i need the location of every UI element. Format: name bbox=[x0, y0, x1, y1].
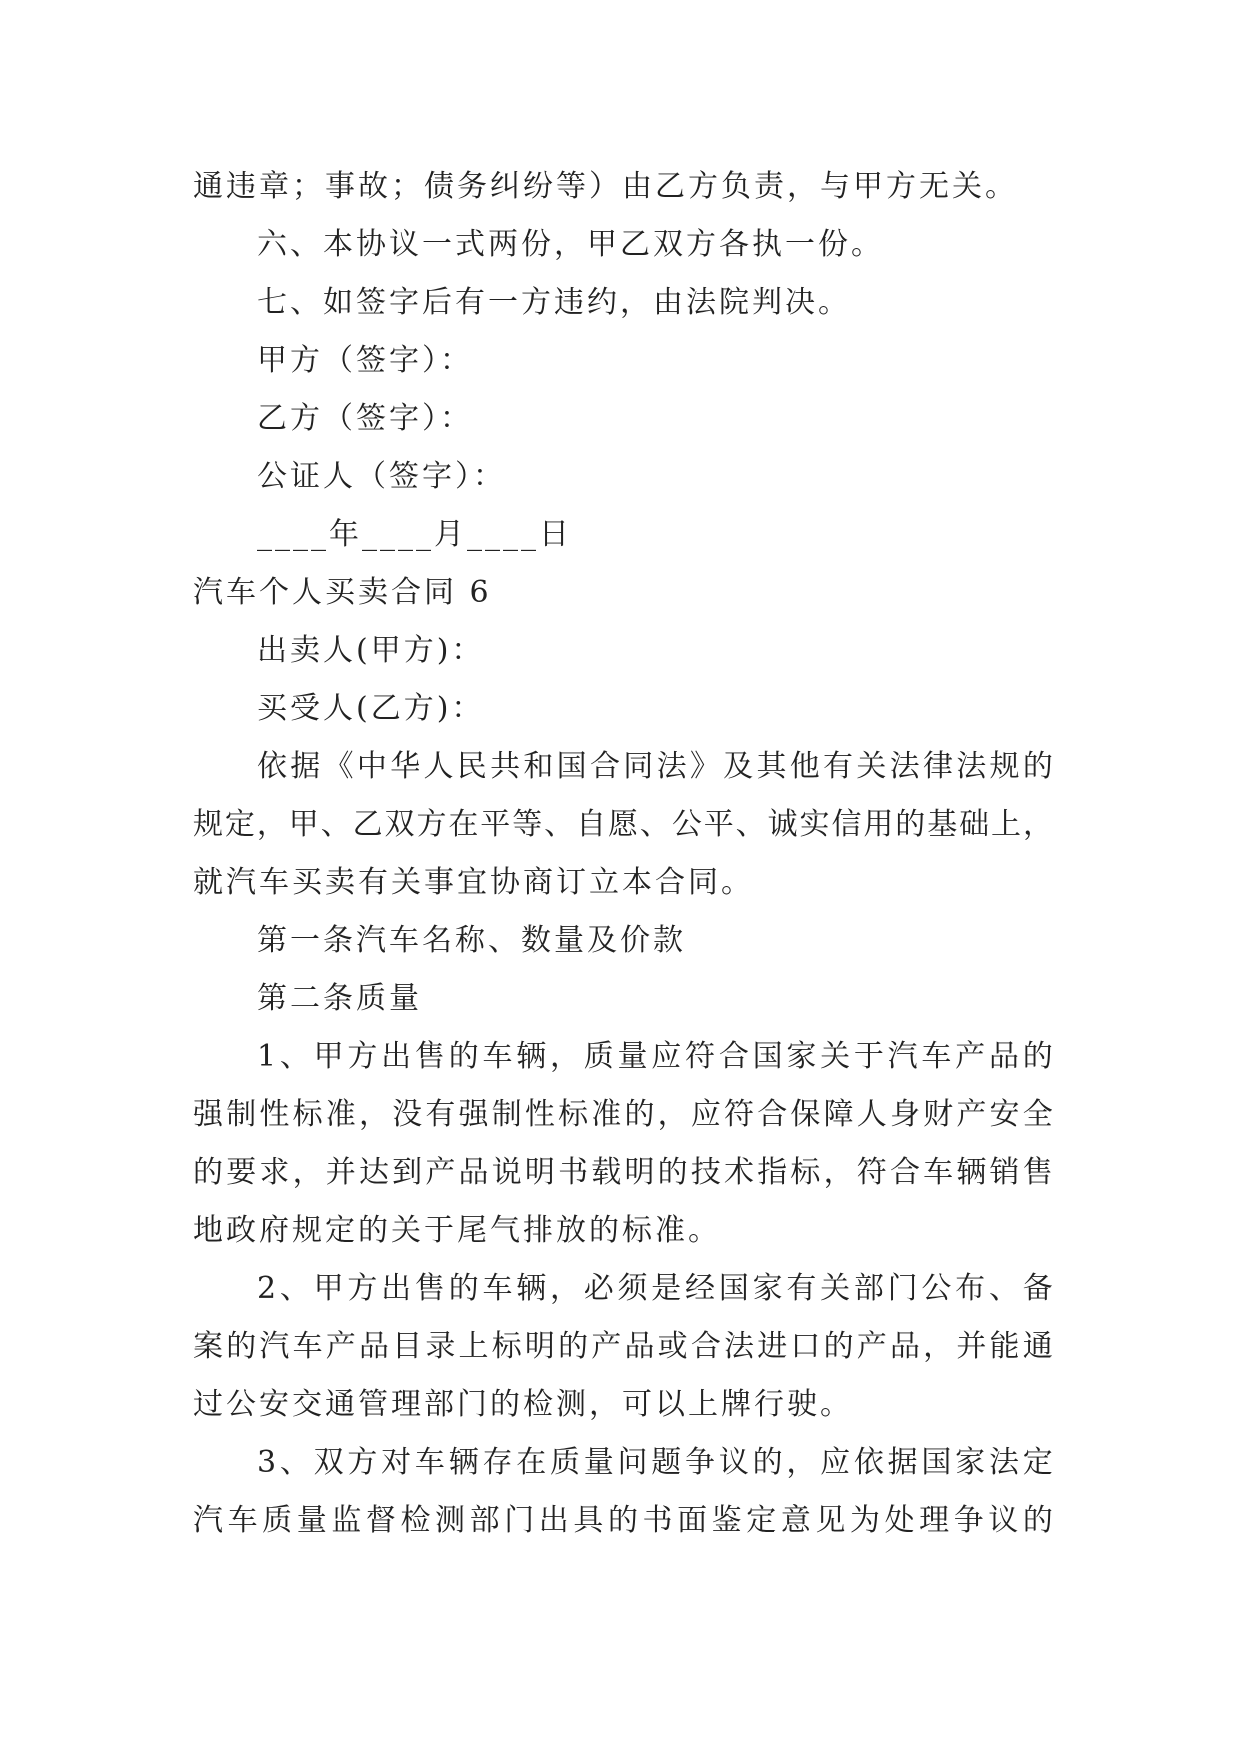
text-char: 上 bbox=[458, 1329, 489, 1364]
text-char: 公 bbox=[921, 1271, 952, 1306]
text-char: 、 bbox=[279, 1445, 310, 1480]
text-char: 测 bbox=[435, 1503, 466, 1538]
text-char: 甲 bbox=[313, 1271, 344, 1306]
text-line bbox=[193, 796, 1053, 854]
text-char: 车 bbox=[921, 1039, 952, 1074]
text-line: 就汽车买卖有关事宜协商订立本合同。 bbox=[193, 865, 754, 900]
text-char: 的 bbox=[193, 1155, 223, 1190]
text-line: 第二条质量 bbox=[257, 981, 422, 1016]
text-char: 汽 bbox=[259, 1329, 290, 1364]
text-char: 明 bbox=[524, 1329, 555, 1364]
text-char: 面 bbox=[677, 1503, 708, 1538]
text-char: 人 bbox=[856, 1097, 887, 1132]
text-char: 、 bbox=[320, 807, 351, 842]
text-char: 品 bbox=[624, 1329, 655, 1364]
text-char: 要 bbox=[226, 1155, 257, 1190]
text-char: 标 bbox=[292, 1097, 323, 1132]
text-char: 据 bbox=[887, 1445, 918, 1480]
text-char: 2 bbox=[257, 1271, 277, 1306]
text-char: 求 bbox=[259, 1155, 290, 1190]
text-char: 出 bbox=[381, 1039, 412, 1074]
text-char: 标 bbox=[558, 1097, 589, 1132]
text-char: 全 bbox=[1022, 1097, 1053, 1132]
text-char: 安 bbox=[989, 1097, 1020, 1132]
text-char: 量 bbox=[583, 1445, 614, 1480]
text-char: 规 bbox=[989, 749, 1020, 784]
text-char: 销 bbox=[989, 1155, 1020, 1190]
text-char: 依 bbox=[257, 749, 287, 784]
text-char: 制 bbox=[491, 1097, 522, 1132]
text-char: 指 bbox=[757, 1155, 788, 1190]
text-char: 、 bbox=[279, 1271, 310, 1306]
text-char: 方 bbox=[347, 1445, 378, 1480]
text-char: 量 bbox=[617, 1039, 648, 1074]
text-char: 门 bbox=[504, 1503, 535, 1538]
text-char: 方 bbox=[347, 1039, 378, 1074]
text-char: 应 bbox=[690, 1097, 721, 1132]
text-line: 七、如签字后有一方违约，由法院判决。 bbox=[257, 285, 851, 320]
text-char: 的 bbox=[752, 1445, 783, 1480]
text-char: 产 bbox=[325, 1329, 356, 1364]
text-char: 督 bbox=[365, 1503, 396, 1538]
text-char: 没 bbox=[392, 1097, 423, 1132]
text-char: 部 bbox=[469, 1503, 500, 1538]
text-char: 售 bbox=[1022, 1155, 1053, 1190]
text-char: 据 bbox=[290, 749, 321, 784]
text-char: 须 bbox=[617, 1271, 648, 1306]
text-char: 、 bbox=[544, 807, 575, 842]
text-line: 买受人(乙方)： bbox=[257, 691, 485, 726]
text-line: 公证人（签字）： bbox=[257, 459, 506, 494]
text-char: 书 bbox=[642, 1503, 673, 1538]
text-char: 双 bbox=[313, 1445, 344, 1480]
text-char: 双 bbox=[384, 807, 415, 842]
text-char: 法 bbox=[988, 1445, 1019, 1480]
text-char: 上 bbox=[991, 807, 1022, 842]
text-line: 过公安交通管理部门的检测，可以上牌行驶。 bbox=[193, 1387, 853, 1422]
text-char: 共 bbox=[490, 749, 521, 784]
text-char: 其 bbox=[756, 749, 787, 784]
text-char: ， bbox=[549, 1271, 580, 1306]
text-char: ， bbox=[657, 1097, 688, 1132]
text-char: 应 bbox=[651, 1039, 682, 1074]
text-char: 基 bbox=[927, 807, 958, 842]
text-char: ， bbox=[786, 1445, 817, 1480]
text-char: 于 bbox=[853, 1039, 884, 1074]
text-char: 见 bbox=[815, 1503, 846, 1538]
text-char: 产 bbox=[425, 1155, 456, 1190]
text-char: 售 bbox=[414, 1271, 445, 1306]
text-char: 产 bbox=[591, 1329, 622, 1364]
text-char: 关 bbox=[820, 1271, 851, 1306]
text-char: 布 bbox=[955, 1271, 986, 1306]
text-char: 准 bbox=[591, 1097, 622, 1132]
text-char: 合 bbox=[889, 1155, 920, 1190]
text-char: 品 bbox=[988, 1039, 1019, 1074]
text-char: 有 bbox=[823, 749, 854, 784]
text-char: ， bbox=[1022, 807, 1053, 842]
text-char: 题 bbox=[651, 1445, 682, 1480]
text-char: ， bbox=[292, 1155, 323, 1190]
text-char: 品 bbox=[889, 1329, 920, 1364]
text-line bbox=[193, 1318, 1053, 1376]
text-char: 、 bbox=[735, 807, 766, 842]
text-char: 规 bbox=[193, 807, 223, 842]
text-char: ， bbox=[923, 1329, 954, 1364]
text-char: 议 bbox=[718, 1445, 749, 1480]
text-char: ， bbox=[823, 1155, 854, 1190]
text-char: 华 bbox=[390, 749, 421, 784]
text-char: 的 bbox=[895, 807, 926, 842]
text-char: 车 bbox=[227, 1503, 258, 1538]
text-char: 的 bbox=[607, 1503, 638, 1538]
text-char: 、 bbox=[988, 1271, 1019, 1306]
text-char: 车 bbox=[482, 1271, 513, 1306]
text-char: 用 bbox=[863, 807, 894, 842]
text-char: 标 bbox=[790, 1155, 821, 1190]
text-char: 问 bbox=[617, 1445, 648, 1480]
text-line: 第一条汽车名称、数量及价款 bbox=[257, 923, 686, 958]
text-line: 出卖人(甲方)： bbox=[257, 633, 485, 668]
text-char: 》 bbox=[689, 749, 720, 784]
text-char: 明 bbox=[524, 1155, 555, 1190]
text-char: 方 bbox=[416, 807, 447, 842]
text-char: 和 bbox=[523, 749, 554, 784]
text-char: 平 bbox=[703, 807, 734, 842]
text-line: 乙方（签字）： bbox=[257, 401, 473, 436]
text-char: 辆 bbox=[448, 1445, 479, 1480]
text-line: 六、本协议一式两份，甲乙双方各执一份。 bbox=[257, 227, 884, 262]
text-char: 辆 bbox=[956, 1155, 987, 1190]
text-char: ， bbox=[358, 1097, 389, 1132]
text-char: 的 bbox=[448, 1039, 479, 1074]
text-char: 载 bbox=[591, 1155, 622, 1190]
text-char: 乙 bbox=[352, 807, 383, 842]
text-char: 家 bbox=[752, 1271, 783, 1306]
text-char: 及 bbox=[723, 749, 754, 784]
text-char: 辆 bbox=[516, 1039, 547, 1074]
text-char: 应 bbox=[820, 1445, 851, 1480]
text-char: 达 bbox=[358, 1155, 389, 1190]
text-char: 是 bbox=[651, 1271, 682, 1306]
text-char: 的 bbox=[657, 1155, 688, 1190]
text-char: 产 bbox=[955, 1039, 986, 1074]
text-char: 对 bbox=[381, 1445, 412, 1480]
text-char: 录 bbox=[425, 1329, 456, 1364]
text-char: 有 bbox=[425, 1097, 456, 1132]
text-char: 身 bbox=[889, 1097, 920, 1132]
text-char: 家 bbox=[786, 1039, 817, 1074]
text-char: 在 bbox=[516, 1445, 547, 1480]
text-char: 实 bbox=[799, 807, 830, 842]
text-char: 的 bbox=[1022, 1039, 1053, 1074]
text-line bbox=[193, 1434, 1053, 1492]
text-char: 门 bbox=[887, 1271, 918, 1306]
text-char: 关 bbox=[820, 1039, 851, 1074]
text-line bbox=[193, 1492, 1053, 1550]
text-line bbox=[193, 1028, 1053, 1086]
text-char: 合 bbox=[757, 1097, 788, 1132]
text-char: 定 bbox=[1022, 1445, 1053, 1480]
text-char: 的 bbox=[823, 1329, 854, 1364]
text-line bbox=[193, 738, 1053, 796]
text-char: 质 bbox=[583, 1039, 614, 1074]
text-char: 标 bbox=[491, 1329, 522, 1364]
text-char: 制 bbox=[226, 1097, 257, 1132]
text-char: 自 bbox=[576, 807, 607, 842]
text-char: 议 bbox=[988, 1503, 1019, 1538]
text-char: 愿 bbox=[607, 807, 638, 842]
text-char: 经 bbox=[685, 1271, 716, 1306]
text-char: 合 bbox=[690, 1329, 721, 1364]
text-char: 争 bbox=[953, 1503, 984, 1538]
text-char: 售 bbox=[414, 1039, 445, 1074]
text-char: 民 bbox=[456, 749, 487, 784]
text-char: ， bbox=[256, 807, 287, 842]
text-char: 汽 bbox=[887, 1039, 918, 1074]
text-char: 车 bbox=[292, 1329, 323, 1364]
text-line bbox=[193, 1260, 1053, 1318]
text-char: 法 bbox=[656, 749, 687, 784]
text-char: 性 bbox=[524, 1097, 555, 1132]
text-char: 鉴 bbox=[711, 1503, 742, 1538]
text-char: 保 bbox=[790, 1097, 821, 1132]
text-char: 强 bbox=[458, 1097, 489, 1132]
text-char: 争 bbox=[685, 1445, 716, 1480]
text-char: 法 bbox=[724, 1329, 754, 1364]
text-char: 量 bbox=[296, 1503, 327, 1538]
text-char: 性 bbox=[259, 1097, 290, 1132]
text-line bbox=[193, 1086, 1053, 1144]
text-char: 障 bbox=[823, 1097, 854, 1132]
text-char: 定 bbox=[746, 1503, 777, 1538]
text-char: 平 bbox=[480, 807, 511, 842]
text-char: 1 bbox=[257, 1039, 277, 1074]
text-char: 法 bbox=[889, 749, 920, 784]
text-char: 强 bbox=[193, 1097, 223, 1132]
text-char: 出 bbox=[381, 1271, 412, 1306]
text-char: 在 bbox=[448, 807, 479, 842]
text-char: 法 bbox=[956, 749, 987, 784]
text-char: 监 bbox=[331, 1503, 362, 1538]
text-char: 《 bbox=[323, 749, 354, 784]
text-char: 口 bbox=[790, 1329, 821, 1364]
text-char: 的 bbox=[226, 1329, 257, 1364]
text-char: 、 bbox=[639, 807, 670, 842]
text-char: 的 bbox=[1022, 1503, 1053, 1538]
text-char: 意 bbox=[780, 1503, 811, 1538]
text-char: 技 bbox=[690, 1155, 721, 1190]
text-char: 目 bbox=[392, 1329, 423, 1364]
text-char: 必 bbox=[583, 1271, 614, 1306]
text-char: 人 bbox=[423, 749, 454, 784]
text-char: 国 bbox=[718, 1271, 749, 1306]
text-char: 定 bbox=[224, 807, 255, 842]
text-char: 等 bbox=[512, 807, 543, 842]
text-char: 合 bbox=[589, 749, 620, 784]
text-char: 财 bbox=[923, 1097, 954, 1132]
text-char: 检 bbox=[400, 1503, 431, 1538]
text-char: 方 bbox=[347, 1271, 378, 1306]
text-char: 同 bbox=[623, 749, 654, 784]
text-char: 出 bbox=[538, 1503, 569, 1538]
text-char: 案 bbox=[193, 1329, 223, 1364]
text-char: 进 bbox=[757, 1329, 788, 1364]
text-char: 辆 bbox=[516, 1271, 547, 1306]
text-char: 理 bbox=[919, 1503, 950, 1538]
text-line: 汽车个人买卖合同 6 bbox=[193, 575, 492, 610]
text-char: 存 bbox=[482, 1445, 513, 1480]
text-char: 家 bbox=[955, 1445, 986, 1480]
text-char: 并 bbox=[325, 1155, 356, 1190]
text-char: 质 bbox=[549, 1445, 580, 1480]
text-char: 或 bbox=[657, 1329, 688, 1364]
text-char: 诚 bbox=[767, 807, 798, 842]
text-char: 处 bbox=[884, 1503, 915, 1538]
text-char: 通 bbox=[1022, 1329, 1053, 1364]
text-line: 地政府规定的关于尾气排放的标准。 bbox=[193, 1213, 721, 1248]
text-char: 3 bbox=[257, 1445, 277, 1480]
text-char: 甲 bbox=[313, 1039, 344, 1074]
text-char: 的 bbox=[1022, 749, 1053, 784]
text-char: 依 bbox=[853, 1445, 884, 1480]
text-char: 明 bbox=[624, 1155, 655, 1190]
text-char: 车 bbox=[414, 1445, 445, 1480]
text-char: 符 bbox=[724, 1097, 754, 1132]
text-char: 公 bbox=[671, 807, 702, 842]
text-char: ， bbox=[549, 1039, 580, 1074]
text-char: 、 bbox=[279, 1039, 310, 1074]
text-char: 车 bbox=[482, 1039, 513, 1074]
text-char: 说 bbox=[491, 1155, 522, 1190]
text-char: 国 bbox=[921, 1445, 952, 1480]
text-char: 并 bbox=[956, 1329, 987, 1364]
text-char: 具 bbox=[573, 1503, 604, 1538]
text-char: 品 bbox=[358, 1329, 389, 1364]
text-char: 车 bbox=[923, 1155, 954, 1190]
text-line: 通违章；事故；债务纠纷等）由乙方负责，与甲方无关。 bbox=[193, 169, 1018, 204]
text-char: 能 bbox=[989, 1329, 1020, 1364]
text-line: ____年____月____日 bbox=[257, 517, 572, 552]
text-line bbox=[193, 1144, 1053, 1202]
text-char: 甲 bbox=[288, 807, 319, 842]
text-char: 国 bbox=[752, 1039, 783, 1074]
text-char: 中 bbox=[356, 749, 387, 784]
text-char: 品 bbox=[458, 1155, 489, 1190]
text-char: 国 bbox=[556, 749, 587, 784]
text-char: 术 bbox=[724, 1155, 754, 1190]
text-char: 质 bbox=[262, 1503, 293, 1538]
text-char: 准 bbox=[325, 1097, 356, 1132]
text-char: 有 bbox=[786, 1271, 817, 1306]
text-char: 他 bbox=[789, 749, 820, 784]
text-char: 合 bbox=[718, 1039, 749, 1074]
text-char: 产 bbox=[956, 1097, 987, 1132]
text-char: 的 bbox=[624, 1097, 655, 1132]
text-char: 的 bbox=[558, 1329, 589, 1364]
text-char: 书 bbox=[558, 1155, 589, 1190]
text-char: 汽 bbox=[193, 1503, 223, 1538]
text-char: 为 bbox=[849, 1503, 880, 1538]
text-char: 部 bbox=[853, 1271, 884, 1306]
text-char: 关 bbox=[856, 749, 887, 784]
text-char: 律 bbox=[922, 749, 953, 784]
text-line: 甲方（签字）： bbox=[257, 343, 473, 378]
text-char: 产 bbox=[856, 1329, 887, 1364]
text-char: 符 bbox=[685, 1039, 716, 1074]
text-char: 信 bbox=[831, 807, 862, 842]
text-char: 础 bbox=[959, 807, 990, 842]
text-char: 的 bbox=[448, 1271, 479, 1306]
document-body bbox=[193, 158, 1053, 1550]
text-char: 备 bbox=[1022, 1271, 1053, 1306]
text-char: 到 bbox=[392, 1155, 423, 1190]
text-char: 符 bbox=[856, 1155, 887, 1190]
